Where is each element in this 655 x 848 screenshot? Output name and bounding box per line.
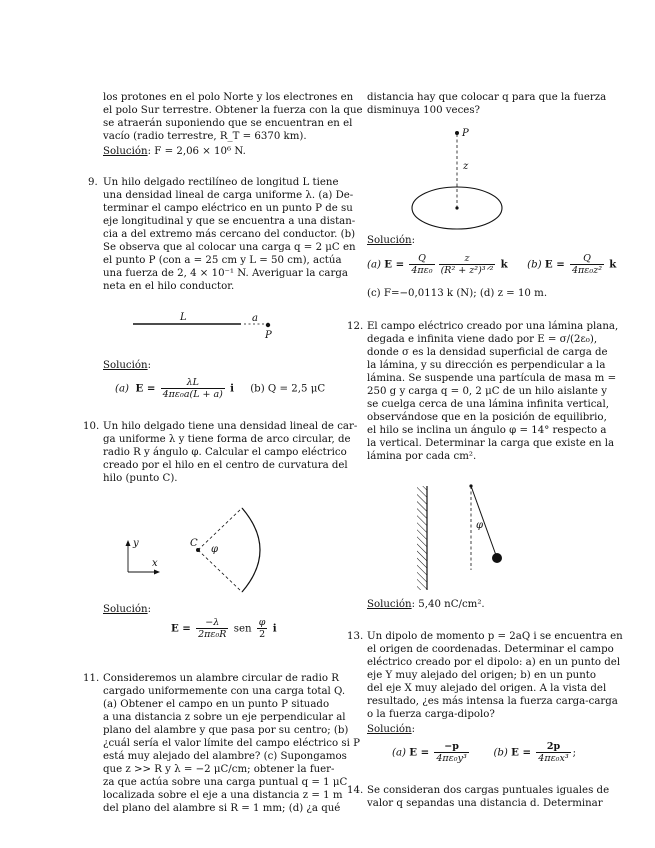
denominator: 4πε₀x³ bbox=[538, 753, 569, 764]
text-line: el hilo se inclina un ángulo φ = 14° respecto a bbox=[367, 425, 607, 436]
solution-label: Solución bbox=[103, 146, 148, 157]
text-line: Consideremos un alambre circular de radio R bbox=[103, 673, 339, 684]
equation-lhs: E = bbox=[544, 258, 565, 271]
equation-lhs: E = bbox=[409, 746, 430, 759]
text-line: el punto P (con a = 25 cm y L = 50 cm), actúa bbox=[103, 255, 342, 266]
text-line: radio R y ángulo φ. Calcular el campo eléctrico bbox=[103, 447, 347, 458]
solution-text: Solución bbox=[103, 360, 148, 371]
text-line: neta en el hilo conductor. bbox=[103, 281, 235, 292]
numerator: φ bbox=[258, 617, 266, 628]
sen-func: sen bbox=[233, 623, 252, 635]
text-line: lámina. Se suspende una partícula de masa m = bbox=[367, 373, 617, 384]
text-line: degada e infinita viene dado por E = σ/(2ε₀), bbox=[367, 334, 598, 345]
text-line: del eje X muy alejado del origen. A la vista del bbox=[367, 683, 607, 694]
label-C: C bbox=[190, 538, 198, 549]
problem-number: 12. bbox=[347, 321, 364, 332]
solution-label: Solución: bbox=[367, 724, 416, 735]
problem-number: 11. bbox=[83, 673, 100, 684]
denominator: 4πε₀y³ bbox=[436, 753, 467, 764]
text-line: eje longitudinal y que se encuentra a una distan- bbox=[103, 216, 356, 227]
unit-vector: k bbox=[500, 258, 508, 271]
part-label: (a) bbox=[392, 747, 407, 759]
numerator: 2p bbox=[536, 741, 570, 753]
text-line: 250 g y carga q = 0, 2 μC de un hilo aislante y bbox=[367, 386, 607, 397]
part-label: (a) bbox=[367, 259, 382, 271]
text-line: creado por el hilo en el centro de curvatura del bbox=[103, 460, 348, 471]
numerator: z bbox=[439, 253, 496, 265]
solution-text: Solución bbox=[367, 724, 412, 735]
text-line: Un hilo delgado rectilíneo de longitud L tiene bbox=[103, 177, 339, 188]
denominator: 4πε₀ bbox=[411, 265, 433, 276]
charged-mass bbox=[492, 553, 502, 563]
text-line: localizada sobre el eje a una distancia z = 1 m bbox=[103, 790, 343, 801]
text-line: ¿cuál sería el valor límite del campo eléctrico si P bbox=[103, 738, 360, 749]
text-line: o la fuerza carga-dipolo? bbox=[367, 709, 495, 720]
text-line: za que actúa sobre una carga puntual q = 1 μC bbox=[103, 777, 348, 788]
solution-value: : F = 2,06 × 10⁶ N. bbox=[147, 146, 246, 157]
text-line: eléctrico creado por el dipolo: a) en un punto del bbox=[367, 657, 621, 668]
solution-cd: (c) F=−0,0113 k (N); (d) z = 10 m. bbox=[367, 288, 548, 299]
denominator: (R² + z²)³ᐟ² bbox=[440, 265, 494, 276]
solution-line bbox=[367, 598, 485, 611]
label-z: z bbox=[463, 161, 469, 172]
text-line: a una distancia z sobre un eje perpendicular al bbox=[103, 712, 346, 723]
text-line: está muy alejado del alambre? (c) Supongamos bbox=[103, 751, 347, 762]
label-P: P bbox=[462, 128, 469, 139]
solution-label: Solución: bbox=[103, 360, 152, 371]
label-L: L bbox=[180, 312, 187, 323]
solution-equation bbox=[392, 741, 576, 764]
label-phi: φ bbox=[476, 520, 484, 531]
unit-vector: k bbox=[609, 258, 617, 271]
text-line: la lámina, y su dirección es perpendicular a la bbox=[367, 360, 606, 371]
numerator: λL bbox=[161, 377, 225, 389]
part-label: (b) bbox=[493, 747, 508, 759]
text-line: el origen de coordenadas. Determinar el campo bbox=[367, 644, 614, 655]
text-line: Un dipolo de momento p = 2aQ i se encuentra en bbox=[367, 631, 623, 642]
problem-number: 9. bbox=[88, 177, 98, 188]
fraction bbox=[434, 741, 468, 764]
label-phi: φ bbox=[211, 544, 219, 555]
solution-label: Solución bbox=[367, 599, 412, 610]
solution-label: Solución: bbox=[103, 604, 152, 615]
numerator: Q bbox=[570, 253, 604, 265]
text-line: (a) Obtener el campo en un punto P situado bbox=[103, 699, 330, 710]
solution-label: Solución: bbox=[367, 235, 416, 246]
text-line: Un hilo delgado tiene una densidad lineal de car- bbox=[103, 421, 358, 432]
solution-value: : 5,40 nC/cm². bbox=[411, 599, 485, 610]
text-line: la vertical. Determinar la carga que existe en la bbox=[367, 438, 615, 449]
text-line: cia a del extremo más cercano del conductor. (b) bbox=[103, 229, 356, 240]
problem-number: 10. bbox=[83, 421, 100, 432]
unit-vector: i bbox=[272, 622, 277, 635]
text-line: ga uniforme λ y tiene forma de arco circular, de bbox=[103, 434, 351, 445]
part-label: (b) bbox=[527, 259, 542, 271]
solution-text: Solución bbox=[103, 604, 148, 615]
label-a: a bbox=[252, 313, 258, 324]
text-line: Se observa que al colocar una carga q = 2 μC en bbox=[103, 242, 356, 253]
equation-lhs: E = bbox=[511, 746, 532, 759]
problem-number: 14. bbox=[347, 785, 364, 796]
text-line: los protones en el polo Norte y los electrones en bbox=[103, 92, 354, 103]
text-line: valor q sepandas una distancia d. Determinar bbox=[367, 798, 603, 809]
fraction bbox=[536, 741, 570, 764]
plate-hatching bbox=[417, 486, 427, 590]
text-line: plano del alambre y que pasa por su centro; (b) bbox=[103, 725, 349, 736]
unit-vector: i bbox=[230, 382, 234, 395]
text-line: una fuerza de 2, 4 × 10⁻¹ N. Averiguar la carga bbox=[103, 268, 348, 279]
text-line: del plano del alambre si R = 1 mm; (d) ¿a qué bbox=[103, 803, 341, 814]
part-label: (a) bbox=[115, 383, 130, 395]
denominator: 2 bbox=[259, 629, 266, 640]
denominator: 2πε₀R bbox=[198, 629, 227, 640]
numerator: −p bbox=[434, 741, 468, 753]
text-line: disminuya 100 veces? bbox=[367, 105, 481, 116]
text-line: resultado, ¿es más intensa la fuerza carga-carga bbox=[367, 696, 618, 707]
punctuation: ; bbox=[572, 747, 577, 759]
text-line: El campo eléctrico creado por una lámina plana, bbox=[367, 321, 619, 332]
label-P: P bbox=[265, 330, 272, 341]
solution-text: Solución bbox=[367, 235, 412, 246]
text-line: cargado uniformemente con una carga total Q. bbox=[103, 686, 346, 697]
text-line: observándose que en la posición de equilibrio, bbox=[367, 412, 607, 423]
text-line: se atraerán suponiendo que se encuentran en el bbox=[103, 118, 353, 129]
pendulum-string bbox=[471, 486, 497, 558]
text-line: el polo Sur terrestre. Obtener la fuerza con la que bbox=[103, 105, 363, 116]
text-line: que z >> R y λ = −2 μC/cm; obtener la fuer- bbox=[103, 764, 335, 775]
numerator: Q bbox=[409, 253, 434, 265]
equation-lhs: E = bbox=[171, 622, 191, 635]
text-line: se cuelga cerca de una lámina infinita vertical, bbox=[367, 399, 609, 410]
equation-lhs: E = bbox=[135, 382, 156, 395]
numerator: −λ bbox=[196, 617, 228, 629]
text-line: lámina por cada cm². bbox=[367, 451, 477, 462]
text-line: hilo (punto C). bbox=[103, 473, 178, 484]
text-line: eje Y muy alejado del origen; b) en un punto bbox=[367, 670, 597, 681]
denominator: 4πε₀a(L + a) bbox=[162, 389, 223, 400]
text-line: vacío (radio terrestre, R_T = 6370 km). bbox=[103, 131, 307, 142]
text-line: distancia hay que colocar q para que la fuerza bbox=[367, 92, 607, 103]
problem-number: 13. bbox=[347, 631, 364, 642]
text-line: donde σ es la densidad superficial de carga de bbox=[367, 347, 608, 358]
text-line: terminar el campo eléctrico en un punto P de su bbox=[103, 203, 353, 214]
denominator: 4πε₀z² bbox=[572, 265, 603, 276]
equation-lhs: E = bbox=[384, 258, 405, 271]
part-b: (b) Q = 2,5 μC bbox=[250, 383, 326, 395]
text-line: una densidad lineal de carga uniforme λ. (a) De- bbox=[103, 190, 354, 201]
pivot-point bbox=[469, 484, 472, 487]
text-line: Se consideran dos cargas puntuales iguales de bbox=[367, 785, 610, 796]
label-x: x bbox=[152, 558, 158, 569]
label-y: y bbox=[133, 538, 139, 549]
